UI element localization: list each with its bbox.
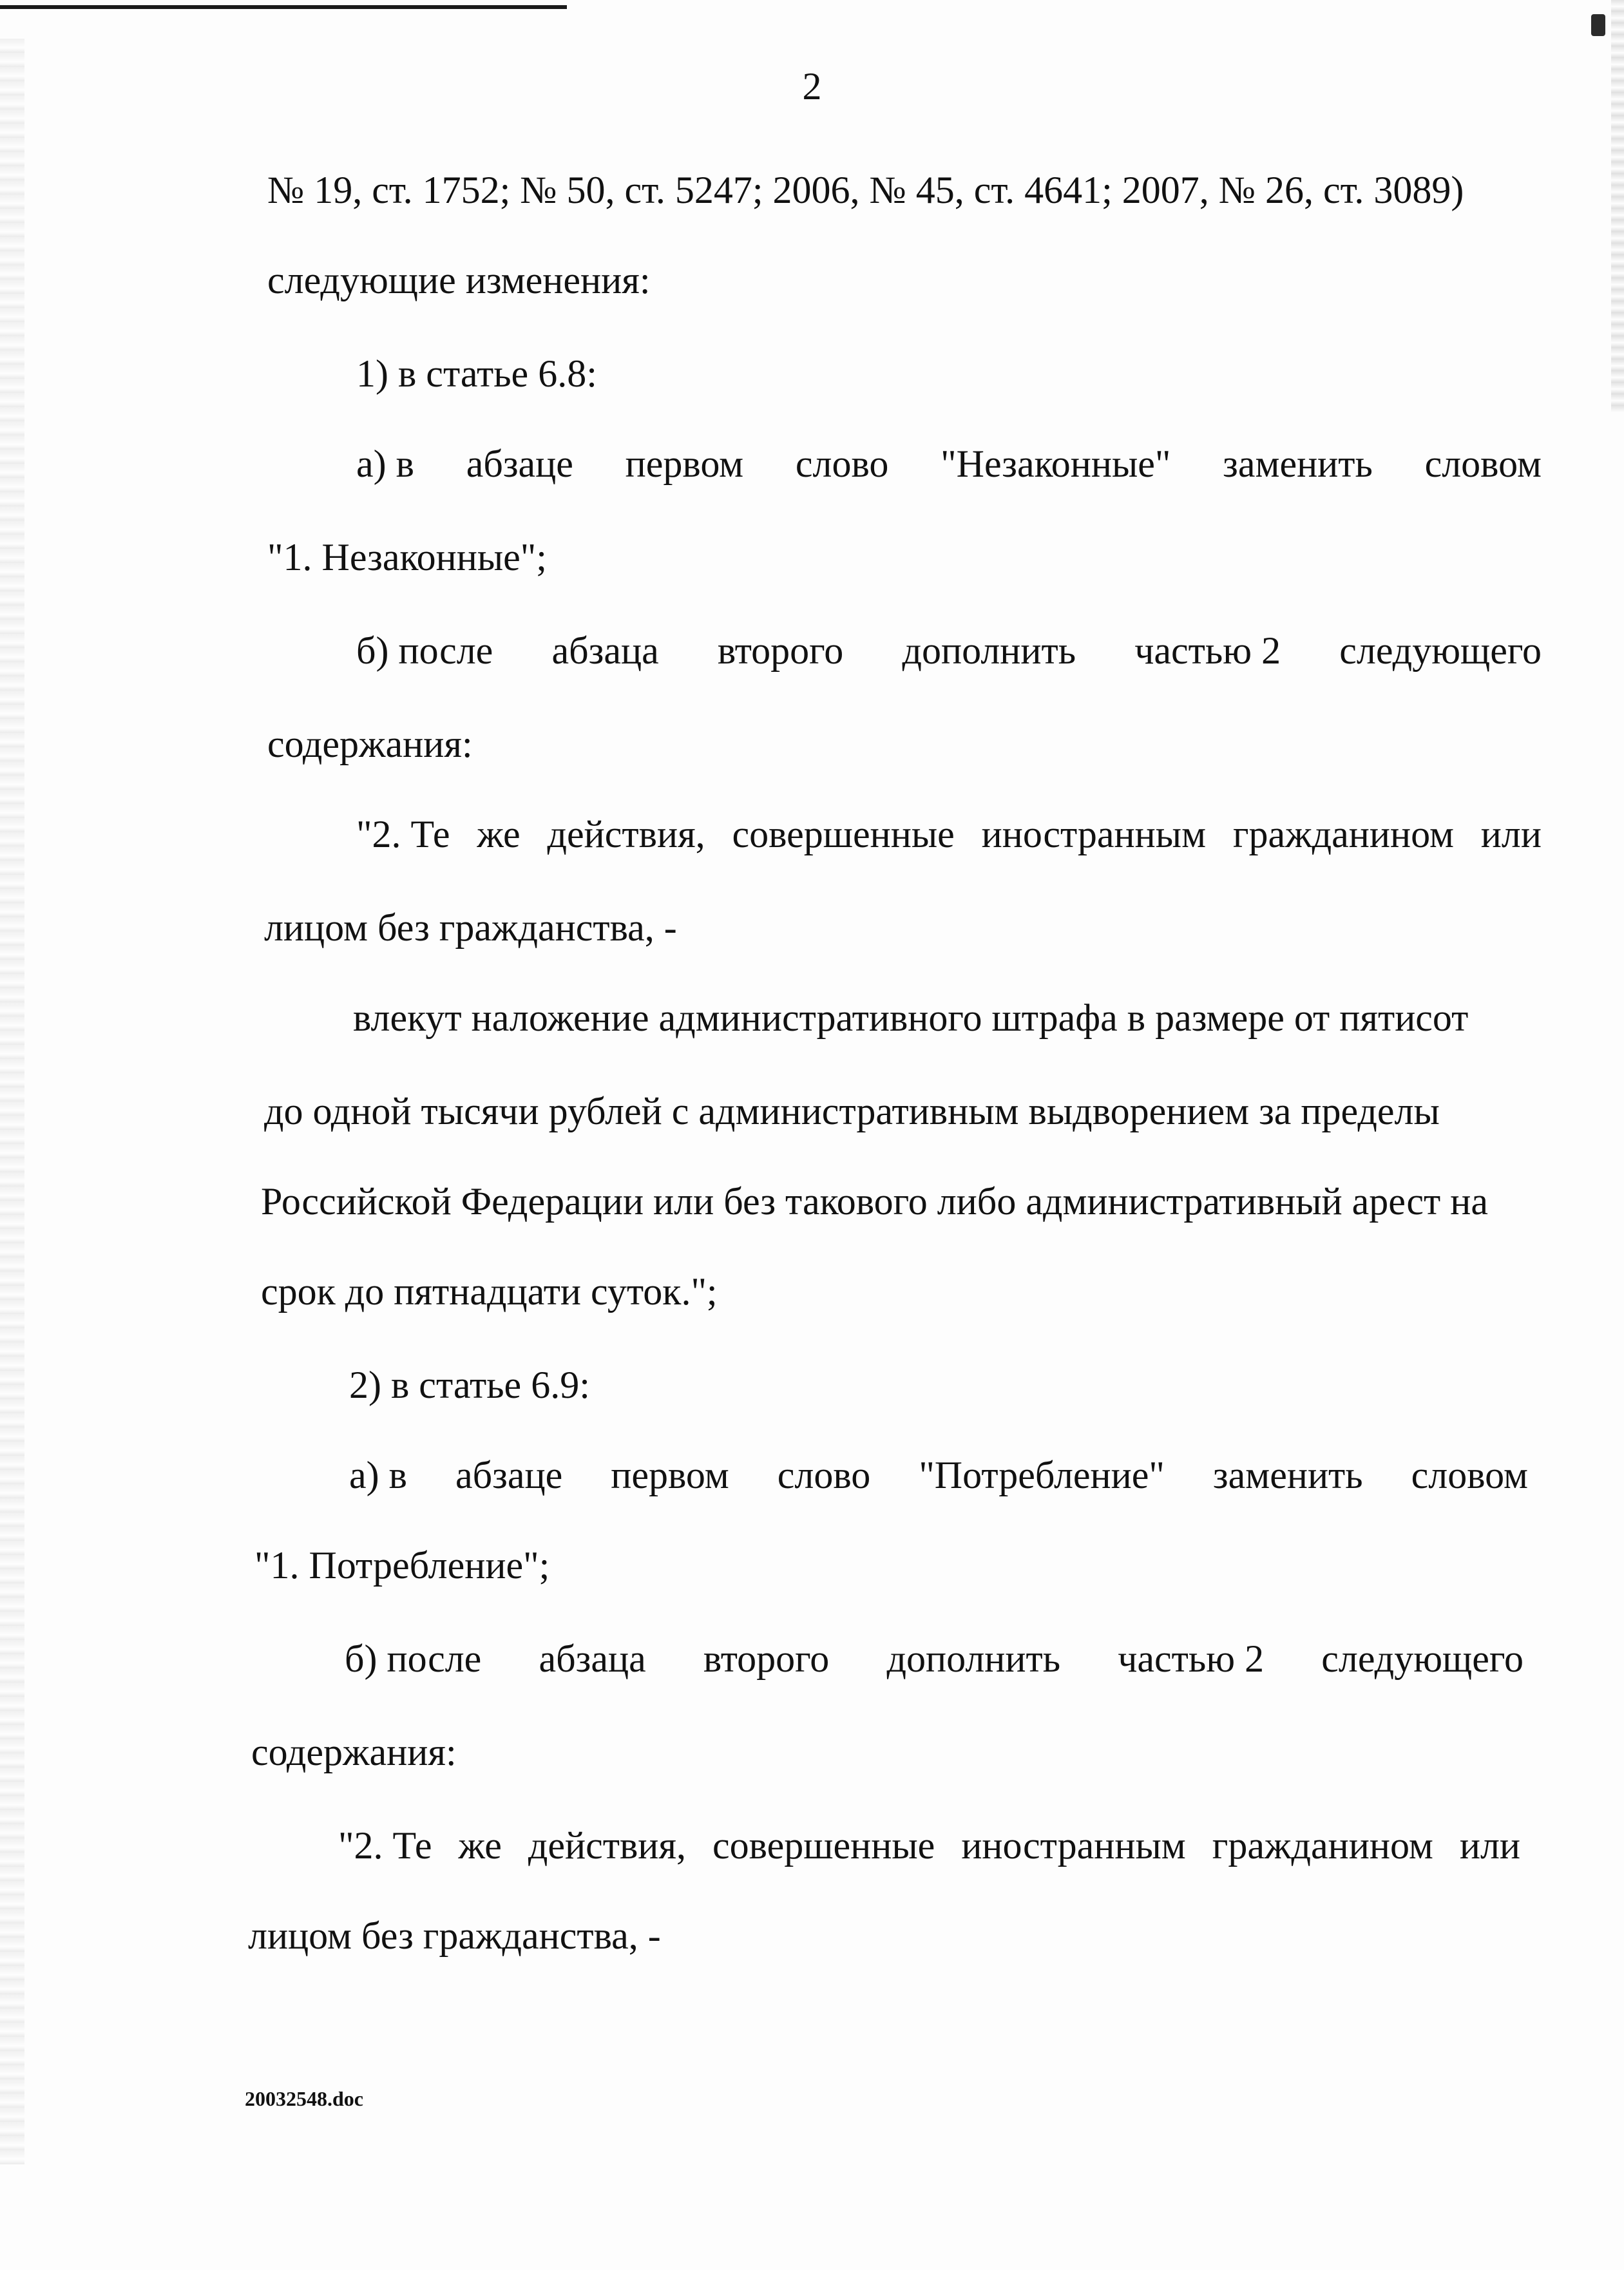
word: слово <box>777 1454 871 1496</box>
word: словом <box>1424 443 1542 485</box>
word: первом <box>611 1454 729 1496</box>
text-line-9: лицом без гражданства, - <box>264 906 677 949</box>
text-line-4 <box>356 441 1542 486</box>
text-line-6 <box>356 628 1542 673</box>
word: заменить <box>1212 1454 1363 1496</box>
text-line-18: содержания: <box>251 1731 457 1773</box>
word: дополнить <box>902 629 1076 672</box>
text-line-17 <box>345 1636 1524 1681</box>
text-line-3: 1) в статье 6.8: <box>356 352 597 395</box>
scan-edge-right <box>1611 0 1624 412</box>
word: "Незаконные" <box>941 443 1171 485</box>
page-number: 2 <box>802 65 822 108</box>
corner-mark <box>1591 14 1605 36</box>
text-line-12: Российской Федерации или без такового либо административный арест на <box>261 1180 1488 1223</box>
word: следующего <box>1339 629 1542 672</box>
text-line-13: срок до пятнадцати суток."; <box>261 1270 718 1313</box>
word: б) после <box>345 1637 482 1680</box>
word: частью 2 <box>1134 629 1281 672</box>
text-line-7: содержания: <box>267 723 473 765</box>
word: заменить <box>1223 443 1373 485</box>
word: иностранным <box>961 1824 1186 1867</box>
text-line-20: лицом без гражданства, - <box>248 1914 661 1957</box>
word: или <box>1480 813 1542 855</box>
word: же <box>477 813 521 855</box>
word: абзаца <box>539 1637 646 1680</box>
text-line-10: влекут наложение административного штрафа в размере от пятисот <box>353 997 1469 1039</box>
text-line-5: "1. Незаконные"; <box>267 536 547 578</box>
word: гражданином <box>1212 1824 1433 1867</box>
footer-filename: 20032548.doc <box>245 2087 363 2110</box>
word: абзаце <box>466 443 573 485</box>
word: действия, <box>547 813 705 855</box>
text-line-2: следующие изменения: <box>267 259 651 301</box>
word: дополнить <box>886 1637 1061 1680</box>
word: совершенные <box>712 1824 935 1867</box>
text-line-8 <box>356 812 1542 857</box>
word: иностранным <box>981 813 1207 855</box>
word: б) после <box>356 629 493 672</box>
word: первом <box>625 443 744 485</box>
word: "2. Те <box>338 1824 432 1867</box>
word: частью 2 <box>1118 1637 1265 1680</box>
word: а) в <box>356 443 414 485</box>
text-line-1: № 19, ст. 1752; № 50, ст. 5247; 2006, № 45, ст. 4641; 2007, № 26, ст. 3089) <box>267 169 1464 211</box>
word: абзаца <box>551 629 659 672</box>
word: а) в <box>349 1454 407 1496</box>
text-line-19 <box>338 1823 1520 1868</box>
text-line-11: до одной тысячи рублей с административным выдворением за пределы <box>264 1090 1440 1132</box>
scan-edge-top <box>0 5 567 9</box>
word: "Потребление" <box>919 1454 1165 1496</box>
word: словом <box>1411 1454 1528 1496</box>
word: "2. Те <box>356 813 450 855</box>
word: совершенные <box>732 813 955 855</box>
word: следующего <box>1321 1637 1524 1680</box>
word: действия, <box>528 1824 687 1867</box>
word: второго <box>703 1637 830 1680</box>
text-line-16: "1. Потребление"; <box>254 1544 550 1587</box>
word: гражданином <box>1232 813 1454 855</box>
word: абзаце <box>455 1454 563 1496</box>
word: же <box>458 1824 502 1867</box>
text-line-14: 2) в статье 6.9: <box>349 1364 590 1406</box>
word: второго <box>717 629 844 672</box>
word: слово <box>795 443 889 485</box>
text-line-15 <box>349 1453 1528 1498</box>
scan-edge-left <box>0 39 24 2164</box>
word: или <box>1459 1824 1520 1867</box>
